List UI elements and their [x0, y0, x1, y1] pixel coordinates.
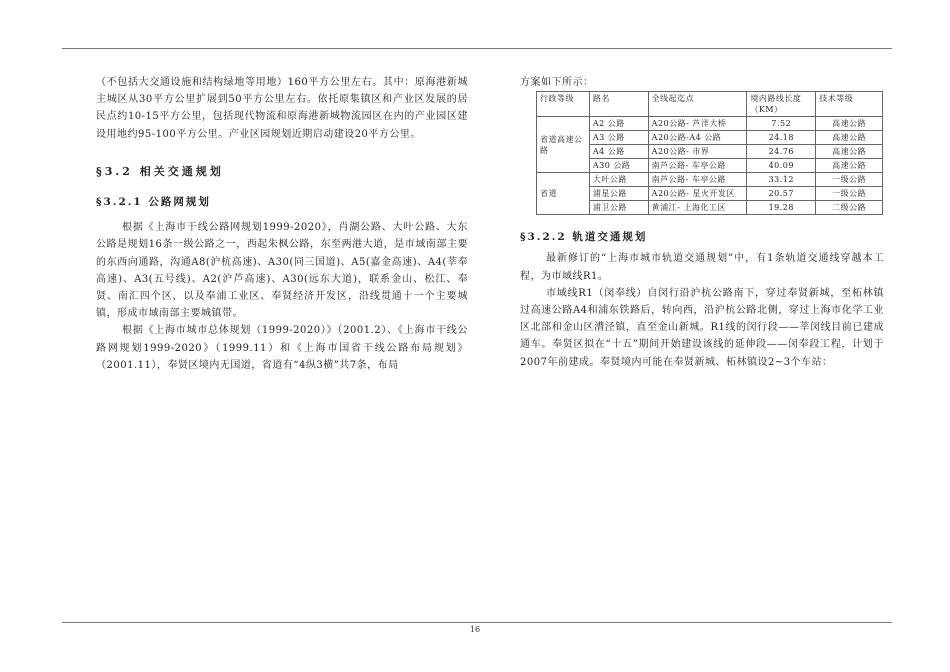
- road-grade: 一级公路: [816, 187, 883, 201]
- road-route: 南芦公路- 车亭公路: [648, 173, 747, 187]
- road-route: A20公路- 星火开发区: [648, 187, 747, 201]
- road-name: 浦卫公路: [589, 201, 648, 215]
- section-heading-3-2-1: §3.2.1 公路网规划: [96, 196, 211, 209]
- road-grade: 高速公路: [816, 117, 883, 131]
- footer-rule: [62, 622, 892, 623]
- road-name: A3 公路: [589, 131, 648, 145]
- road-route: 黄浦江- 上海化工区: [648, 201, 747, 215]
- road-route: A20公路- 芦洋大桥: [648, 117, 747, 131]
- road-length: 24.76: [747, 145, 816, 159]
- table-header-cell: 全线起迄点: [648, 92, 747, 117]
- table-row: [537, 187, 883, 201]
- road-length: 24.18: [747, 131, 816, 145]
- road-length: 20.57: [747, 187, 816, 201]
- group-label: 省道高速公路: [537, 117, 590, 173]
- road-name: A30 公路: [589, 159, 648, 173]
- table-header-row: [537, 92, 883, 117]
- highway-plan-paragraph-2: 根据《上海市城市总体规划（1999-2020）》（2001.2）、《上海市干线公路网规划1999-2020》（1999.11）和《上海市国省干线公路布局规划》（2001.11），奉贤区境内无国道，省道有“4纵3横”共7条，布局: [96, 325, 468, 371]
- road-grade: 高速公路: [816, 159, 883, 173]
- table-intro: 方案如下所示：: [520, 77, 594, 88]
- road-length: 40.09: [747, 159, 816, 173]
- road-grade: 一级公路: [816, 173, 883, 187]
- table-header-cell: 境内路线长度（KM）: [747, 92, 816, 117]
- road-grade: 高速公路: [816, 131, 883, 145]
- page-number: 16: [469, 625, 481, 634]
- road-length: 19.28: [747, 201, 816, 215]
- table-row: [537, 131, 883, 145]
- highway-plan-paragraph-1: 根据《上海市干线公路网规划1999-2020》，肖湖公路、大叶公路、大东公路是规划16条一级公路之一，西起朱枫公路，东至两港大道，是市域南部主要的东西向通路，沟通A8(沪杭高速)、A30(同三国道)、A5(嘉金高速)、A4(莘奉高速)、A3(五号线)、A2(沪芦高速)、A30(远东大道)，联系金山、松江、奉贤、南汇四个区，以及奉浦工业区、奉贤经济开发区，沿线贯通十一个主要城镇，形成市域南部主要城镇带。: [96, 222, 468, 320]
- road-name: 大叶公路: [589, 173, 648, 187]
- road-route: A20公路- 市界: [648, 145, 747, 159]
- table-row: [537, 145, 883, 159]
- road-grade: 高速公路: [816, 145, 883, 159]
- left-column: [96, 74, 468, 374]
- rail-plan-paragraph-2: 市域线R1（闵奉线）自闵行沿沪杭公路南下，穿过奉贤新城，至柘林镇过高速公路A4和浦东铁路后，转向西，沿沪杭公路北侧，穿过上海市化学工业区北部和金山区漕泾镇，直至金山新城。R1线的闵行段——莘闵线目前已建成通车。奉贤区拟在“十五”期间开始建设该线的延伸段——闵奉段工程，计划于2007年前建成。奉贤境内可能在奉贤新城、柘林镇设2~3个车站：: [520, 287, 884, 368]
- road-route: 南芦公路- 车亭公路: [648, 159, 747, 173]
- rail-plan-paragraph-1: 最新修订的“上海市城市轨道交通规划”中，有1条轨道交通线穿越本工程，为市域线R1。: [520, 253, 884, 282]
- right-column: [520, 74, 884, 371]
- table-row: [537, 201, 883, 215]
- table-header-cell: 路名: [589, 92, 648, 117]
- road-route: A20公路-A4 公路: [648, 131, 747, 145]
- road-table: [536, 91, 883, 215]
- intro-paragraph: （不包括大交通设施和结构绿地等用地）160平方公里左右。其中：原海港新城主城区从30平方公里扩展到50平方公里左右。依托原集镇区和产业区发展的居民点约10-15平方公里，包括现代物流和原海港新城物流园区在内的产业园区建设用地约95-100平方公里。产业区园规划近期启动建设20平方公里。: [96, 77, 468, 140]
- header-rule: [62, 48, 892, 49]
- road-name: A4 公路: [589, 145, 648, 159]
- group-label: 省道: [537, 173, 590, 215]
- section-heading-3-2-2: §3.2.2 轨道交通规划: [520, 231, 648, 244]
- section-heading-3-2: §3.2 相关交通规划: [96, 164, 224, 178]
- road-length: 7.52: [747, 117, 816, 131]
- table-header-cell: 技术等级: [816, 92, 883, 117]
- road-name: A2 公路: [589, 117, 648, 131]
- table-header-cell: 行政等级: [537, 92, 590, 117]
- road-length: 33.12: [747, 173, 816, 187]
- table-row: [537, 159, 883, 173]
- table-row: [537, 117, 883, 131]
- table-row: [537, 173, 883, 187]
- road-name: 浦星公路: [589, 187, 648, 201]
- road-grade: 二级公路: [816, 201, 883, 215]
